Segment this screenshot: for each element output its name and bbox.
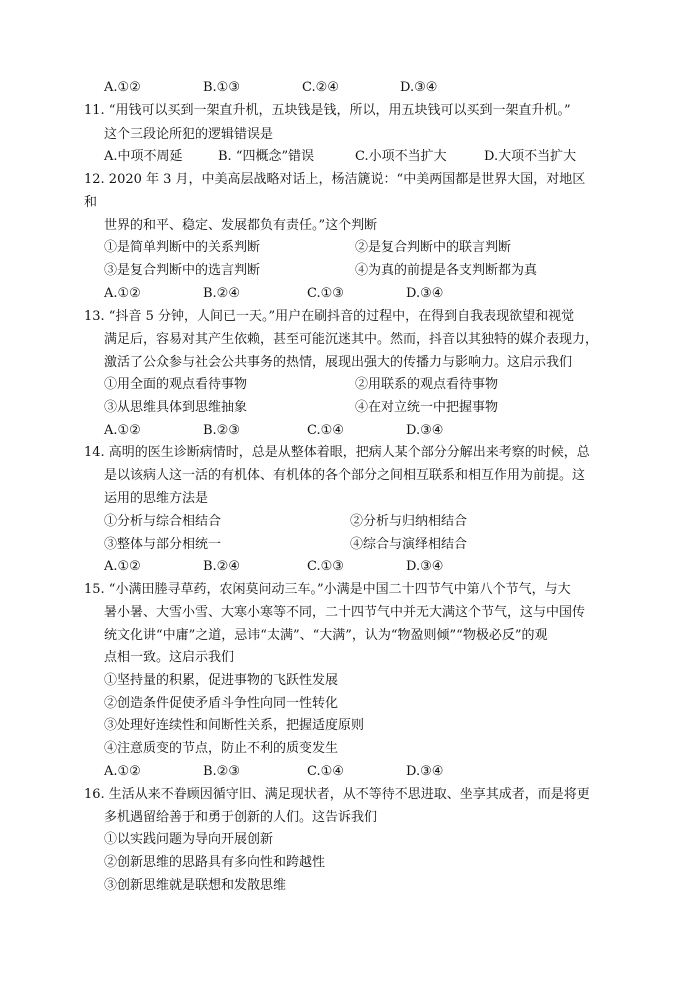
q10-option-c: C.②④ xyxy=(302,80,339,95)
q15-stem-line2: 暑小暑、大雪小雪、大寒小寒等不同，二十四节气中并无大满这个节气，这与中国传 xyxy=(104,605,586,620)
q12-statement-3: ③是复合判断中的选言判断 xyxy=(104,263,261,278)
q10-option-d: D.③④ xyxy=(400,80,438,95)
q13-option-d: D.③④ xyxy=(406,423,444,438)
q16-statement-1: ①以实践问题为导向开展创新 xyxy=(104,832,274,847)
q15-stem-line1: 15. “小满田塍寻草药，农闲莫问动三车。”小满是中国二十四节气中第八个节气，与大 xyxy=(84,582,571,597)
q14-option-b: B.②④ xyxy=(203,559,240,574)
q14-statement-3: ③整体与部分相统一 xyxy=(104,537,222,552)
q16-stem-line1: 16. 生活从来不眷顾因循守旧、满足现状者，从不等待不思进取、坐享其成者，而是将更 xyxy=(84,787,590,802)
q12-statement-1: ①是简单判断中的关系判断 xyxy=(104,240,261,255)
q14-option-c: C.①③ xyxy=(307,559,344,574)
q12-option-a: A.①② xyxy=(104,286,141,301)
q14-option-a: A.①② xyxy=(104,559,141,574)
q10-option-b: B.①③ xyxy=(203,80,240,95)
q15-option-b: B.②③ xyxy=(203,764,240,779)
q12-stem-line1b: 和 xyxy=(84,195,98,210)
q12-statement-2: ②是复合判断中的联言判断 xyxy=(355,240,512,255)
q13-stem-line3: 激活了公众参与社会公共事务的热情，展现出强大的传播力与影响力。这启示我们 xyxy=(104,355,573,370)
q14-option-d: D.③④ xyxy=(406,559,444,574)
q12-statement-4: ④为真的前提是各支判断都为真 xyxy=(355,263,538,278)
q11-option-c: C.小项不当扩大 xyxy=(355,149,447,164)
q15-option-a: A.①② xyxy=(104,764,141,779)
q13-stem-line1: 13. “抖音 5 分钟，人间已一天。”用户在刷抖音的过程中，在得到自我表现欲望和视觉 xyxy=(84,309,575,324)
q12-stem-line1: 12. 2020 年 3 月，中美高层战略对话上，杨洁篪说：“中美两国都是世界大国，对地区 xyxy=(84,172,586,187)
q14-statement-4: ④综合与演绎相结合 xyxy=(350,537,468,552)
q15-stem-line3: 统文化讲“中庸”之道，忌讳“太满”、“大满”，认为“物盈则倾”“物极必反”的观 xyxy=(104,628,548,643)
q13-option-b: B.②③ xyxy=(203,423,240,438)
q11-stem-line1: 11. “用钱可以买到一架直升机，五块钱是钱，所以，用五块钱可以买到一架直升机。” xyxy=(84,103,571,118)
q16-statement-3: ③创新思维就是联想和发散思维 xyxy=(104,878,287,893)
q15-option-d: D.③④ xyxy=(406,764,444,779)
q12-option-b: B.②④ xyxy=(203,286,240,301)
q16-statement-2: ②创新思维的思路具有多向性和跨越性 xyxy=(104,855,326,870)
q13-stem-line2: 满足后，容易对其产生依赖，甚至可能沉迷其中。然而，抖音以其独特的媒介表现力， xyxy=(104,332,599,347)
q16-stem-line2: 多机遇留给善于和勇于创新的人们。这告诉我们 xyxy=(104,810,378,825)
q10-option-a: A.①② xyxy=(104,80,141,95)
q15-stem-line4: 点相一致。这启示我们 xyxy=(104,650,235,665)
q15-statement-1: ①坚持量的积累，促进事物的飞跃性发展 xyxy=(104,673,339,688)
q11-option-b: B. “四概念”错误 xyxy=(218,149,315,164)
q12-stem-line2: 世界的和平、稳定、发展都负有责任。”这个判断 xyxy=(104,218,378,233)
q13-option-a: A.①② xyxy=(104,423,141,438)
q13-statement-3: ③从思维具体到思维抽象 xyxy=(104,400,248,415)
q13-statement-1: ①用全面的观点看待事物 xyxy=(104,377,248,392)
q14-stem-line2: 是以该病人这一活的有机体、有机体的各个部分之间相互联系和相互作用为前提。这 xyxy=(104,468,586,483)
q13-statement-2: ②用联系的观点看待事物 xyxy=(355,377,499,392)
q12-option-d: D.③④ xyxy=(406,286,444,301)
q15-option-c: C.①④ xyxy=(307,764,344,779)
q14-statement-1: ①分析与综合相结合 xyxy=(104,514,222,529)
q13-option-c: C.①④ xyxy=(307,423,344,438)
q15-statement-2: ②创造条件促使矛盾斗争性向同一性转化 xyxy=(104,696,339,711)
q14-stem-line3: 运用的思维方法是 xyxy=(104,491,209,506)
q11-option-d: D.大项不当扩大 xyxy=(484,149,577,164)
q15-statement-3: ③处理好连续性和间断性关系，把握适度原则 xyxy=(104,718,365,733)
q14-statement-2: ②分析与归纳相结合 xyxy=(350,514,468,529)
q11-option-a: A.中项不周延 xyxy=(104,149,183,164)
q13-statement-4: ④在对立统一中把握事物 xyxy=(355,400,499,415)
q11-stem-line2: 这个三段论所犯的逻辑错误是 xyxy=(104,127,274,142)
q14-stem-line1: 14. 高明的医生诊断病情时，总是从整体着眼，把病人某个部分分解出来考察的时候，总 xyxy=(84,445,590,460)
q15-statement-4: ④注意质变的节点，防止不利的质变发生 xyxy=(104,741,339,756)
q12-option-c: C.①③ xyxy=(307,286,344,301)
